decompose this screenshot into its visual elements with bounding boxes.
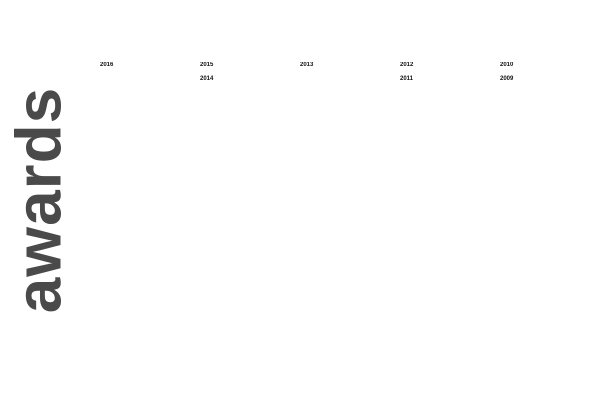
year-section [100, 62, 192, 68]
year-heading: 2014 [200, 76, 214, 82]
year-section [200, 76, 292, 82]
year-section [500, 62, 592, 68]
award-column [400, 62, 492, 392]
year-section [400, 76, 492, 82]
year-section [200, 62, 292, 68]
award-column [100, 62, 192, 392]
award-column [200, 62, 292, 392]
year-heading: 2012 [400, 62, 414, 68]
year-heading: 2011 [400, 76, 414, 82]
awards-title [2, 0, 74, 400]
award-columns [100, 62, 592, 392]
year-heading: 2016 [100, 62, 114, 68]
year-heading: 2013 [300, 62, 314, 68]
award-column [500, 62, 592, 392]
year-section [400, 62, 492, 68]
year-section [500, 76, 592, 82]
year-heading: 2015 [200, 62, 214, 68]
year-heading: 2010 [500, 62, 514, 68]
year-section [300, 62, 392, 68]
awards-title-text: awards [2, 86, 74, 314]
year-heading: 2009 [500, 76, 514, 82]
award-column [300, 62, 392, 392]
